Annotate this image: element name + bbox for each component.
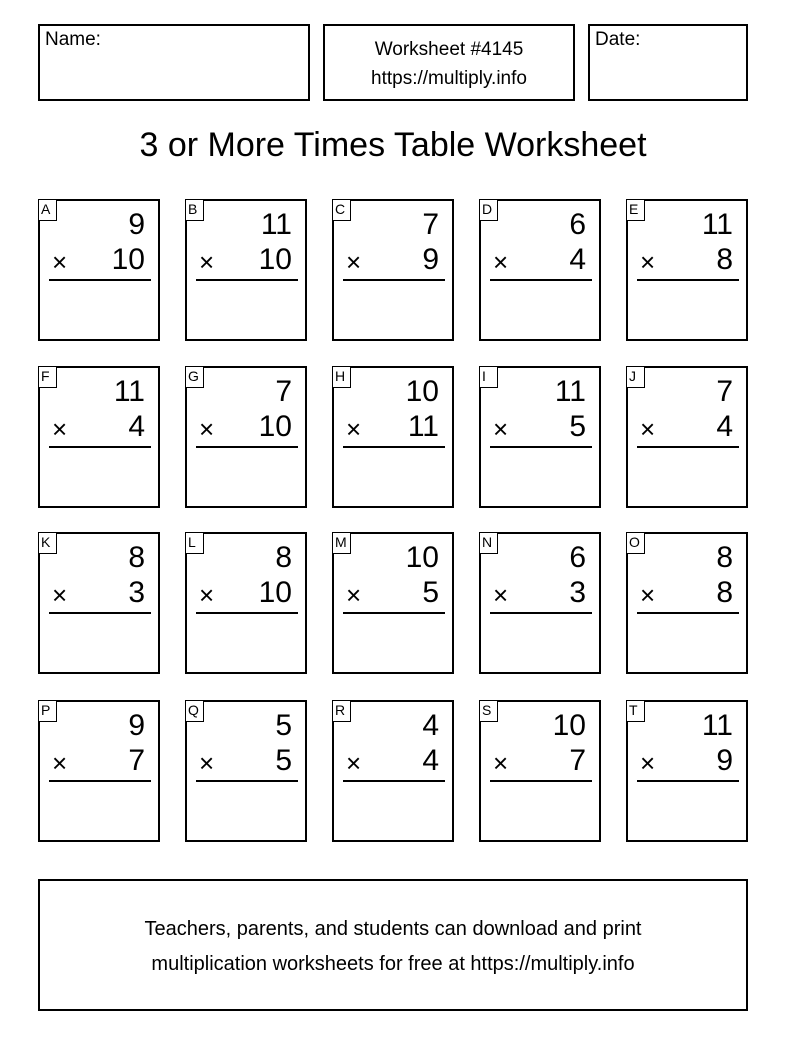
date-field[interactable] xyxy=(588,24,748,101)
answer-line xyxy=(637,612,739,614)
multiplicand: 8 xyxy=(128,541,145,574)
answer-line xyxy=(637,446,739,448)
answer-line xyxy=(196,446,298,448)
times-sign: × xyxy=(346,414,362,444)
problem-card[interactable] xyxy=(332,532,454,674)
problem-letter: A xyxy=(38,199,57,221)
name-label: Name: xyxy=(45,29,101,50)
multiplicand: 9 xyxy=(128,709,145,742)
problem-letter: F xyxy=(38,366,57,388)
answer-line xyxy=(637,780,739,782)
times-sign: × xyxy=(52,247,68,277)
problem-card[interactable] xyxy=(185,366,307,508)
multiplier: 10 xyxy=(258,410,292,443)
problem-letter: T xyxy=(626,700,645,722)
problem-letter: O xyxy=(626,532,645,554)
problem-card[interactable] xyxy=(479,700,601,842)
multiplier: 8 xyxy=(716,576,733,609)
answer-line xyxy=(49,612,151,614)
problem-card[interactable] xyxy=(332,199,454,341)
times-sign: × xyxy=(640,580,656,610)
times-sign: × xyxy=(199,748,215,778)
multiplier: 9 xyxy=(716,744,733,777)
worksheet-info-box xyxy=(323,24,575,101)
problem-letter: J xyxy=(626,366,645,388)
multiplier: 7 xyxy=(569,744,586,777)
answer-line xyxy=(49,780,151,782)
multiplier: 3 xyxy=(569,576,586,609)
date-label: Date: xyxy=(595,29,641,50)
multiplicand: 4 xyxy=(422,709,439,742)
problem-letter: E xyxy=(626,199,645,221)
answer-line xyxy=(490,780,592,782)
problem-card[interactable] xyxy=(332,366,454,508)
multiplicand: 6 xyxy=(569,541,586,574)
answer-line xyxy=(490,279,592,281)
problem-card[interactable] xyxy=(479,366,601,508)
worksheet-website: https://multiply.info xyxy=(371,68,527,89)
multiplicand: 8 xyxy=(716,541,733,574)
answer-line xyxy=(343,780,445,782)
times-sign: × xyxy=(199,247,215,277)
answer-line xyxy=(637,279,739,281)
times-sign: × xyxy=(52,580,68,610)
problem-letter: B xyxy=(185,199,204,221)
footer-line-2: multiplication worksheets for free at https://multiply.info xyxy=(151,953,635,975)
answer-line xyxy=(490,612,592,614)
answer-line xyxy=(343,446,445,448)
times-sign: × xyxy=(346,247,362,277)
multiplicand: 5 xyxy=(275,709,292,742)
multiplier: 4 xyxy=(569,243,586,276)
problem-card[interactable] xyxy=(479,532,601,674)
problem-letter: M xyxy=(332,532,351,554)
problem-letter: H xyxy=(332,366,351,388)
problem-card[interactable] xyxy=(626,700,748,842)
times-sign: × xyxy=(493,748,509,778)
problem-letter: D xyxy=(479,199,498,221)
times-sign: × xyxy=(493,414,509,444)
times-sign: × xyxy=(493,580,509,610)
footer-note xyxy=(38,879,748,1011)
answer-line xyxy=(49,446,151,448)
multiplicand: 11 xyxy=(113,375,145,408)
multiplicand: 6 xyxy=(569,208,586,241)
multiplier: 4 xyxy=(128,410,145,443)
times-sign: × xyxy=(199,580,215,610)
multiplier: 5 xyxy=(569,410,586,443)
problem-letter: R xyxy=(332,700,351,722)
times-sign: × xyxy=(640,414,656,444)
problem-card[interactable] xyxy=(185,199,307,341)
problem-letter: N xyxy=(479,532,498,554)
multiplicand: 10 xyxy=(405,541,439,574)
problem-letter: Q xyxy=(185,700,204,722)
multiplicand: 11 xyxy=(554,375,586,408)
problem-letter: S xyxy=(479,700,498,722)
answer-line xyxy=(343,612,445,614)
multiplier: 10 xyxy=(258,243,292,276)
multiplicand: 10 xyxy=(405,375,439,408)
page-title: 3 or More Times Table Worksheet xyxy=(139,126,647,164)
problem-letter: P xyxy=(38,700,57,722)
multiplicand: 11 xyxy=(701,709,733,742)
multiplier: 11 xyxy=(407,410,439,443)
multiplier: 9 xyxy=(422,243,439,276)
problem-card[interactable] xyxy=(626,199,748,341)
problem-card[interactable] xyxy=(185,700,307,842)
answer-line xyxy=(490,446,592,448)
multiplicand: 7 xyxy=(716,375,733,408)
problem-card[interactable] xyxy=(626,366,748,508)
times-sign: × xyxy=(52,414,68,444)
problem-letter: L xyxy=(185,532,204,554)
multiplier: 5 xyxy=(422,576,439,609)
problem-letter: C xyxy=(332,199,351,221)
multiplier: 5 xyxy=(275,744,292,777)
times-sign: × xyxy=(346,748,362,778)
problem-letter: G xyxy=(185,366,204,388)
problem-card[interactable] xyxy=(38,700,160,842)
multiplier: 10 xyxy=(258,576,292,609)
times-sign: × xyxy=(640,748,656,778)
problem-letter: I xyxy=(479,366,498,388)
problem-card[interactable] xyxy=(332,700,454,842)
multiplicand: 11 xyxy=(701,208,733,241)
multiplier: 10 xyxy=(111,243,145,276)
answer-line xyxy=(49,279,151,281)
times-sign: × xyxy=(199,414,215,444)
multiplicand: 11 xyxy=(260,208,292,241)
problem-card[interactable] xyxy=(626,532,748,674)
multiplier: 8 xyxy=(716,243,733,276)
multiplier: 4 xyxy=(422,744,439,777)
multiplicand: 9 xyxy=(128,208,145,241)
answer-line xyxy=(196,279,298,281)
answer-line xyxy=(196,780,298,782)
multiplicand: 10 xyxy=(552,709,586,742)
multiplicand: 7 xyxy=(275,375,292,408)
answer-line xyxy=(343,279,445,281)
problem-card[interactable] xyxy=(38,199,160,341)
multiplier: 3 xyxy=(128,576,145,609)
problem-card[interactable] xyxy=(38,366,160,508)
multiplier: 7 xyxy=(128,744,145,777)
times-sign: × xyxy=(493,247,509,277)
worksheet-number: Worksheet #4145 xyxy=(374,39,524,60)
problem-card[interactable] xyxy=(479,199,601,341)
multiplicand: 8 xyxy=(275,541,292,574)
times-sign: × xyxy=(52,748,68,778)
answer-line xyxy=(196,612,298,614)
times-sign: × xyxy=(346,580,362,610)
name-field[interactable] xyxy=(38,24,310,101)
multiplicand: 7 xyxy=(422,208,439,241)
problem-card[interactable] xyxy=(185,532,307,674)
problem-card[interactable] xyxy=(38,532,160,674)
problem-letter: K xyxy=(38,532,57,554)
multiplier: 4 xyxy=(716,410,733,443)
footer-line-1: Teachers, parents, and students can download and print xyxy=(144,918,642,940)
times-sign: × xyxy=(640,247,656,277)
